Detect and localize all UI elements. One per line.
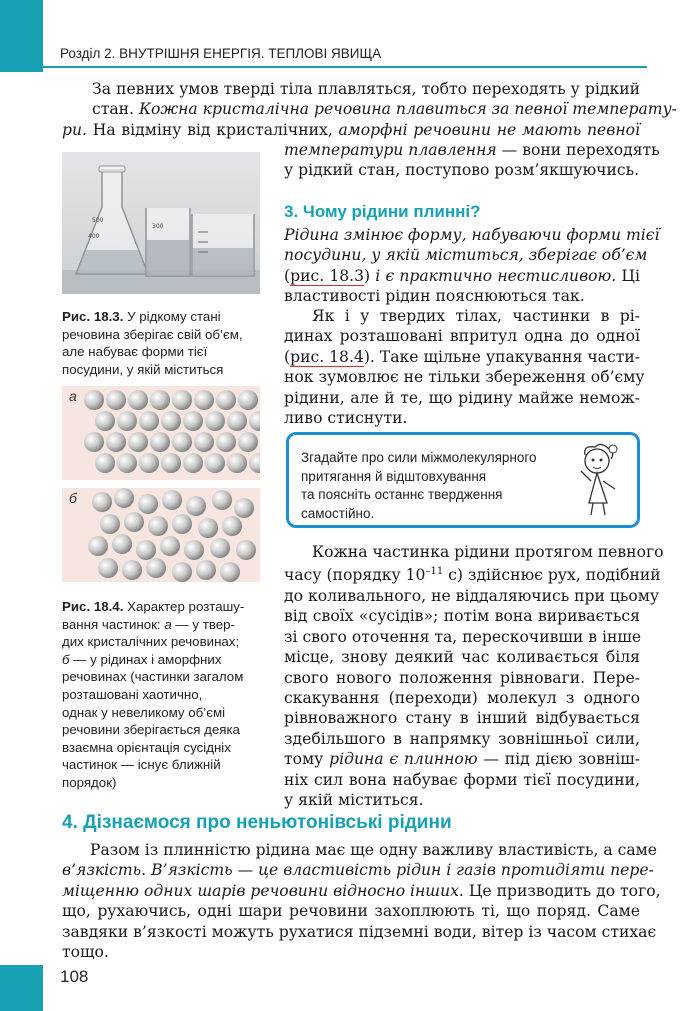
callout-line: притягання й відштовхування (301, 468, 487, 484)
s3-line: динах розташовані впритул одна до одної (284, 327, 640, 346)
particle (95, 453, 115, 473)
caption-label: Рис. 18.3. (62, 309, 124, 324)
caption-text: Характер розташу- (123, 599, 245, 614)
caption-line: дих кристалічних речовинах; (62, 634, 240, 650)
p3-line: Кожна частинка рідини протягом певного (312, 543, 664, 561)
p3-text: часу (порядку 10 (284, 566, 426, 585)
flask-mark: 500 (92, 217, 104, 224)
particle (128, 390, 148, 410)
chapter-tab-top (0, 0, 43, 72)
particle (100, 514, 120, 534)
caption-line: посудини, у якій міститься (62, 361, 224, 377)
particle (238, 390, 258, 410)
caption-text: — у твер- (171, 616, 235, 632)
s4-italic: В’язкість — це властивість рідин і газів протидіяти пере- (151, 861, 654, 880)
caption-line (62, 308, 262, 326)
particle (249, 453, 260, 473)
particles-panel-b (62, 488, 260, 582)
particle (95, 411, 115, 431)
callout-line: Згадайте про сили міжмолекулярного (301, 450, 537, 465)
particle (227, 411, 247, 431)
beakers-illustration (62, 152, 260, 294)
s4-text: . (141, 861, 152, 880)
p3-italic: рідина є плинною (329, 750, 478, 769)
particle (139, 411, 159, 431)
particle (148, 516, 168, 536)
intro-italic: ри. (62, 121, 87, 139)
particle (124, 512, 144, 532)
particle (88, 536, 108, 556)
section-4-heading: 4. Дізнаємося про неньютонівські рідини (62, 812, 452, 833)
particle (205, 453, 225, 473)
s4-italic: міщенню одних шарів речовини відносно інших (62, 881, 459, 900)
page-number: 108 (60, 967, 89, 986)
particle (136, 540, 156, 560)
think-callout (286, 432, 640, 528)
particle (172, 562, 192, 582)
intro-italic: аморфні речовини не мають певної (338, 121, 640, 139)
s4-italic: в’язкість (62, 861, 142, 880)
particle (117, 453, 137, 473)
section-3-heading: 3. Чому рідини плинні? (284, 202, 481, 221)
particle (92, 492, 112, 512)
particle (194, 432, 214, 452)
particle (114, 488, 134, 508)
particle (216, 432, 236, 452)
s4-line: завдяки в’язкості можуть рухатися підземні води, вітер із часом стихає (62, 922, 657, 941)
caption-text: У рідкому стані (123, 309, 221, 324)
p3-line: ніх сил вона набуває форми тієї посудини, (284, 770, 640, 789)
particle (183, 411, 203, 431)
s3-italic: і є практично нестисливою. (370, 266, 617, 285)
particle (150, 432, 170, 452)
caption-line: речовина зберігає свій об’єм, (62, 326, 243, 342)
caption-line: але набуває форми тієї (62, 344, 208, 360)
particle (128, 432, 148, 452)
p3-line: свого нового положення рівноваги. Пере- (284, 668, 640, 687)
lattice-grid (84, 390, 260, 473)
intro-line: у рідкий стан, поступово розм’якшуючись. (284, 161, 640, 180)
s4-line (62, 881, 661, 901)
p3-text: с) здійснює рух, подібний (443, 566, 661, 585)
p3-line: у якій міститься. (284, 791, 424, 810)
s3-line: (рис. 18.4). Таке щільне упакування части- (284, 347, 641, 366)
particle (216, 390, 236, 410)
intro-line (62, 120, 640, 140)
caption-line: речовини зберігається деяка (62, 722, 240, 738)
particle (84, 432, 104, 452)
caption-line: однак у невеликому об’ємі (62, 704, 226, 720)
p3-text: — під дією зовніш- (477, 750, 640, 769)
intro-paragraph (92, 79, 677, 120)
particle (117, 411, 137, 431)
p3-line: до коливального, не віддаляючись при цьому (284, 587, 660, 605)
particle (98, 558, 118, 578)
beaker-tall-liquid (147, 240, 189, 275)
p3-line: рівноважного стану в інший відбувається (284, 709, 640, 728)
caption-text: вання частинок: (62, 616, 165, 632)
flask-liquid (76, 250, 148, 274)
caption-line: взаємна орієнтація сусідніх (62, 739, 231, 755)
particle (194, 390, 214, 410)
s3-line: властивості рідин пояснюються так. (284, 287, 585, 306)
callout-line: та поясніть останнє твердження (301, 487, 503, 502)
p3-line: місце, знову деякий час коливається біля (284, 648, 640, 667)
beakers-photo (62, 152, 260, 294)
caption-line (62, 616, 262, 634)
paragraph-particle-motion (284, 542, 664, 810)
particle (184, 540, 204, 560)
particle (183, 453, 203, 473)
beaker-mark: 300 (152, 223, 164, 230)
intro-italic: Кожна кристалічна речовина плавиться за певної температу- (138, 100, 677, 119)
particle (139, 453, 159, 473)
crystal-particles (62, 386, 260, 480)
intro-line: За певних умов тверді тіла плавляться, тобто переходять у рідкий (92, 80, 640, 98)
section-3-paragraph-2 (284, 306, 645, 428)
panel-label-b: б (69, 490, 77, 506)
particle (138, 494, 158, 514)
figure-ref-18-4[interactable]: рис. 18.4 (290, 347, 364, 366)
figure-18-4-caption (62, 598, 262, 792)
particle (234, 498, 254, 518)
particle (198, 518, 218, 538)
p3-text: тому (284, 750, 330, 769)
particle (249, 411, 260, 431)
p3-exponent: –11 (425, 566, 444, 578)
intro-text: стан. (92, 100, 139, 119)
particle (84, 390, 104, 410)
caption-line (62, 598, 262, 616)
header-rule (43, 66, 647, 68)
caption-line: речовинах (частинки загалом (62, 669, 244, 685)
caption-line (62, 651, 262, 669)
p3-line (284, 749, 640, 769)
s3-text: ). Таке щільне упакування части- (363, 347, 641, 366)
chapter-header: Розділ 2. ВНУТРІШНЯ ЕНЕРГІЯ. ТЕПЛОВІ ЯВИЩА (60, 46, 382, 61)
intro-text: На відміну від кристалічних, (86, 121, 339, 139)
particle (172, 514, 192, 534)
callout-line: самостійно. (301, 505, 375, 521)
figure-18-3-caption (62, 308, 262, 378)
section-4-paragraph (62, 840, 661, 962)
particle (238, 432, 258, 452)
particle (106, 432, 126, 452)
s4-text: . Це призводить до того, (458, 881, 661, 900)
particle (162, 490, 182, 510)
intro-line (92, 99, 677, 119)
particle (196, 560, 216, 580)
caption-line: частинок — існує ближній (62, 757, 221, 773)
particle (106, 390, 126, 410)
particle (210, 538, 230, 558)
figure-ref-18-3[interactable]: рис. 18.3 (290, 266, 365, 285)
s3-line: ливо стиснути. (284, 409, 408, 428)
flask-rim (99, 166, 125, 172)
s4-line (62, 860, 654, 880)
s3-italic: посудини, у якій міститься, зберігає об’єм (284, 246, 648, 265)
caption-line: розташовані хаотично, (62, 686, 203, 702)
s3-line: нок зумовлює не тільки збереження об’єму (284, 368, 645, 387)
s3-italic: Рідина змінює форму, набуваючи форми тієї (284, 226, 660, 244)
caption-line: порядок) (62, 774, 117, 790)
particles-panel-a (62, 386, 260, 480)
particle (146, 558, 166, 578)
caption-label: Рис. 18.4. (62, 599, 124, 614)
particle (112, 534, 132, 554)
liquid-particles (62, 488, 260, 582)
particle (161, 453, 181, 473)
caption-italic: а (164, 616, 172, 632)
s4-line: тощо. (62, 943, 109, 962)
flask-mark: 400 (88, 233, 100, 240)
particle (160, 536, 180, 556)
p3-line: від своїх «сусідів»; потім вона виривається (284, 607, 640, 626)
particle (212, 490, 232, 510)
p3-line (284, 562, 661, 586)
caption-italic: б (62, 651, 70, 667)
particle (222, 516, 242, 536)
intro-italic: температури плавлення (284, 141, 497, 159)
intro-paragraph-right (284, 140, 660, 181)
s3-line (284, 245, 648, 265)
chapter-tab-bottom (0, 965, 43, 1011)
intro-text: — вони переходять (496, 141, 660, 159)
p3-line: зі свого оточення та, перескочивши в інше (284, 627, 642, 646)
thinking-girl-icon (571, 441, 625, 517)
particle (172, 432, 192, 452)
p3-line: скакування (переходи) молекул з одного (284, 689, 640, 708)
intro-paragraph-cont (62, 120, 640, 140)
s3-text: Ці (616, 266, 640, 285)
particle (227, 453, 247, 473)
caption-text: — у рідинах і аморфних (69, 651, 222, 667)
intro-line (284, 140, 660, 160)
particle (205, 411, 225, 431)
random-grid (88, 488, 256, 582)
s3-line: Як і у твердих тілах, частинки в рі- (312, 307, 640, 325)
particle (150, 390, 170, 410)
section-3-paragraph-1 (284, 225, 660, 307)
s3-line (284, 225, 660, 245)
p3-line: здебільшого в напрямку зовнішньої сили, (284, 729, 640, 748)
particle (172, 390, 192, 410)
panel-label-a: а (69, 388, 77, 404)
s3-line: (рис. 18.3) і є практично нестисливою. Ці (284, 266, 640, 285)
s3-line: рідини, але й те, що рідину майже немож- (284, 388, 640, 407)
particle (220, 562, 240, 582)
particle (122, 560, 142, 580)
s4-line: Разом із плинністю рідина має ще одну важливу властивість, а саме (90, 841, 658, 859)
particle (161, 411, 181, 431)
callout-text (301, 449, 537, 523)
particle (186, 496, 206, 516)
s4-line: що, рухаючись, одні шари речовини захоплюють ті, що поряд. Саме (62, 902, 640, 921)
particle (236, 540, 256, 560)
